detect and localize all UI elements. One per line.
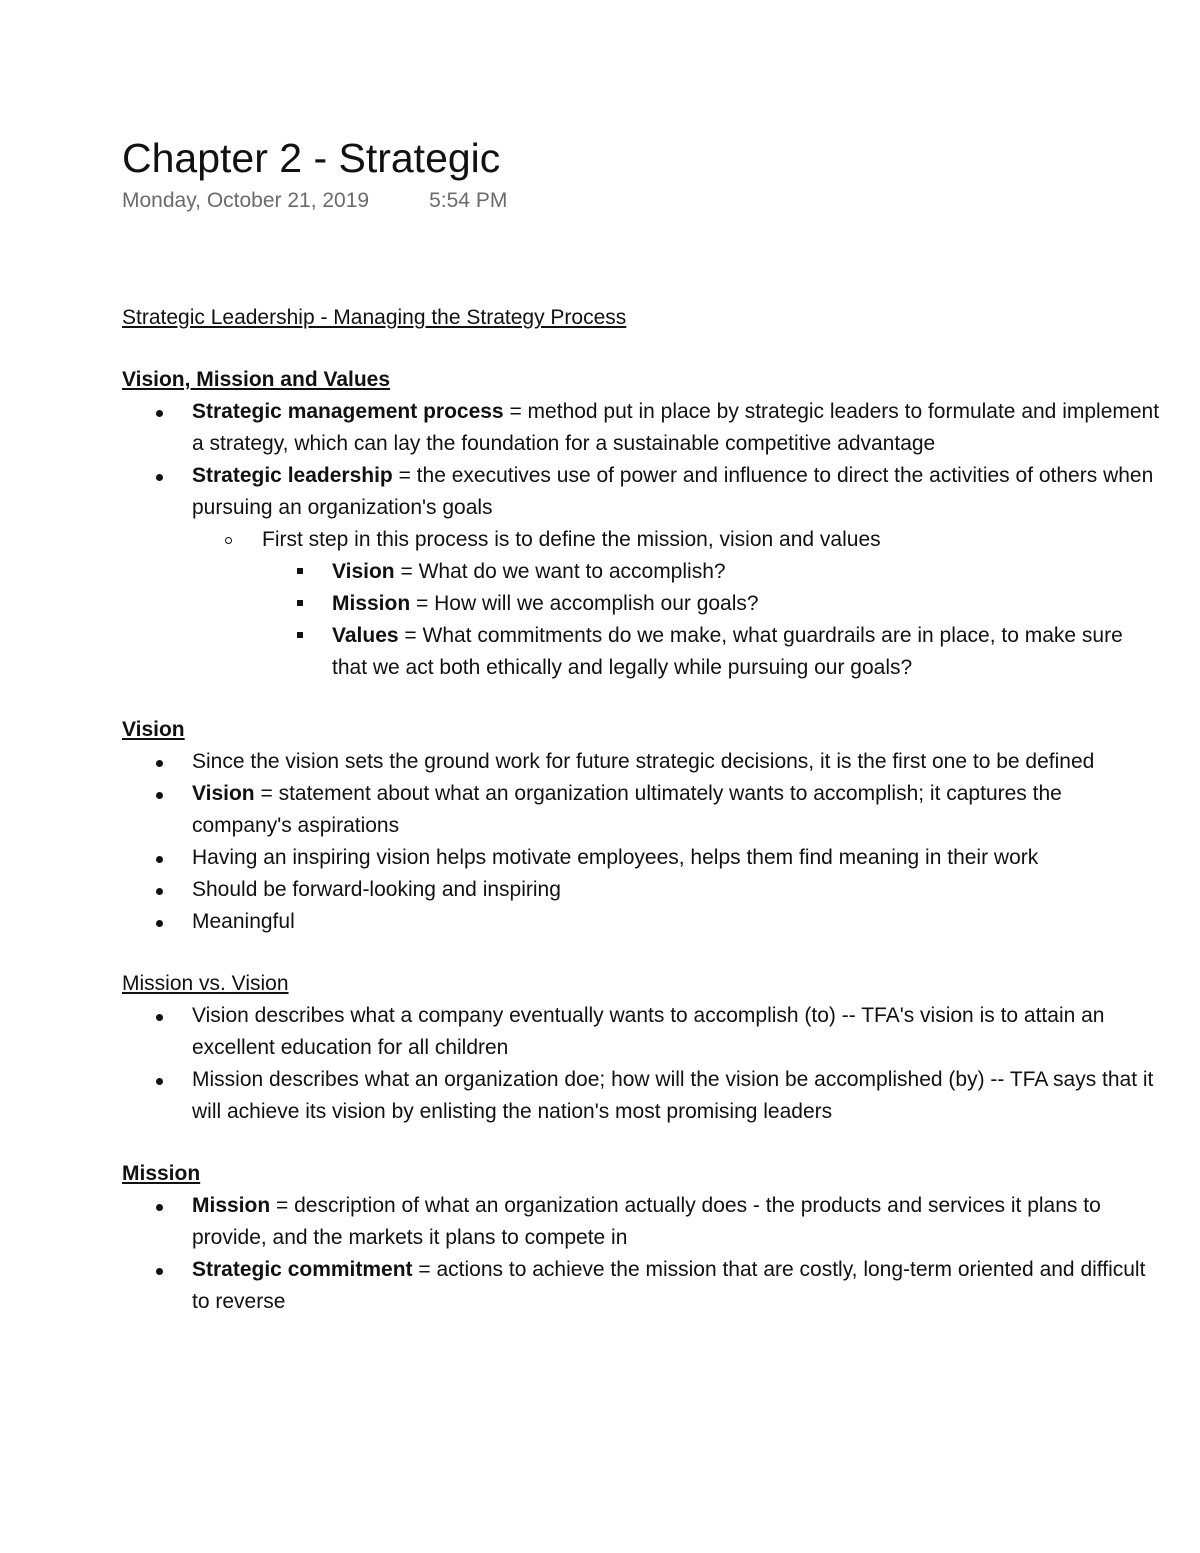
bullet-list	[122, 396, 1162, 684]
list-item	[122, 874, 1162, 906]
list-item	[122, 746, 1162, 778]
definition: = statement about what an organization ultimately wants to accomplish; it captures the company's aspirations	[192, 782, 1062, 837]
bullet-icon	[156, 410, 163, 417]
item-text: Meaningful	[192, 910, 295, 933]
definition: = What commitments do we make, what guardrails are in place, to make sure that we act both ethically and legally while pursuing our goals?	[332, 624, 1123, 679]
bullet-icon	[156, 1268, 163, 1275]
item-text: Should be forward-looking and inspiring	[192, 878, 561, 901]
bullet-icon	[156, 856, 163, 863]
square-bullet-icon	[297, 568, 303, 574]
section-vision	[122, 714, 1162, 938]
bullet-icon	[156, 1078, 163, 1085]
definition: = How will we accomplish our goals?	[410, 592, 759, 615]
item-text: Since the vision sets the ground work for future strategic decisions, it is the first one to be defined	[192, 750, 1095, 773]
note-page	[122, 130, 1162, 1318]
definition: = description of what an organization actually does - the products and services it plans to provide, and the markets it plans to compete in	[192, 1194, 1101, 1249]
bullet-icon	[156, 760, 163, 767]
bullet-list	[122, 746, 1162, 938]
definition: = the executives use of power and influence to direct the activities of others when pursuing an organization's goals	[192, 464, 1154, 519]
definition: = method put in place by strategic leaders to formulate and implement a strategy, which can lay the foundation for a sustainable competitive advantage	[192, 400, 1160, 455]
section-title: Mission	[122, 1162, 201, 1185]
list-item	[122, 778, 1162, 842]
list-item	[122, 1064, 1162, 1128]
sub-sub-list	[262, 556, 1162, 684]
item-text: Mission describes what an organization doe; how will the vision be accomplished (by) -- TFA says that it will achieve its vision by enlisting the nation's most promising leaders	[192, 1068, 1154, 1123]
section-title: Mission vs. Vision	[122, 972, 289, 995]
term: Strategic leadership	[192, 464, 393, 487]
term: Mission	[192, 1194, 271, 1217]
note-metadata	[122, 186, 1162, 216]
list-item	[122, 842, 1162, 874]
item-text: Having an inspiring vision helps motivate employees, helps them find meaning in their work	[192, 846, 1039, 869]
note-time: 5:54 PM	[429, 189, 508, 212]
note-date: Monday, October 21, 2019	[122, 189, 370, 212]
term: Mission	[332, 592, 411, 615]
bullet-list	[122, 1000, 1162, 1128]
section-mission	[122, 1158, 1162, 1318]
section-title: Vision, Mission and Values	[122, 368, 391, 391]
note-subheading: Strategic Leadership - Managing the Strategy Process	[122, 306, 627, 329]
list-item	[122, 396, 1162, 460]
term: Strategic management process	[192, 400, 504, 423]
list-item	[122, 906, 1162, 938]
section-vision-mission-values	[122, 364, 1162, 684]
square-bullet-icon	[297, 632, 303, 638]
definition: = What do we want to accomplish?	[394, 560, 726, 583]
definition: = actions to achieve the mission that are costly, long-term oriented and difficult to reverse	[192, 1258, 1146, 1313]
bullet-icon	[156, 1204, 163, 1211]
list-item	[122, 460, 1162, 684]
bullet-icon	[156, 1014, 163, 1021]
term: Vision	[192, 782, 255, 805]
list-item	[192, 524, 1162, 684]
list-item	[262, 556, 1162, 588]
section-mission-vs-vision	[122, 968, 1162, 1128]
bullet-list	[122, 1190, 1162, 1318]
list-item	[122, 1000, 1162, 1064]
bullet-icon	[156, 792, 163, 799]
list-item	[122, 1254, 1162, 1318]
item-text: First step in this process is to define the mission, vision and values	[262, 528, 881, 551]
term: Strategic commitment	[192, 1258, 413, 1281]
page-title: Chapter 2 - Strategic	[122, 135, 501, 181]
circle-bullet-icon	[225, 537, 232, 544]
list-item	[262, 620, 1162, 684]
list-item	[122, 1190, 1162, 1254]
sub-list	[192, 524, 1162, 684]
term: Values	[332, 624, 399, 647]
bullet-icon	[156, 474, 163, 481]
section-title: Vision	[122, 718, 185, 741]
bullet-icon	[156, 888, 163, 895]
term: Vision	[332, 560, 395, 583]
list-item	[262, 588, 1162, 620]
item-text: Vision describes what a company eventually wants to accomplish (to) -- TFA's vision is to attain an excellent education for all children	[192, 1004, 1105, 1059]
square-bullet-icon	[297, 600, 303, 606]
bullet-icon	[156, 920, 163, 927]
